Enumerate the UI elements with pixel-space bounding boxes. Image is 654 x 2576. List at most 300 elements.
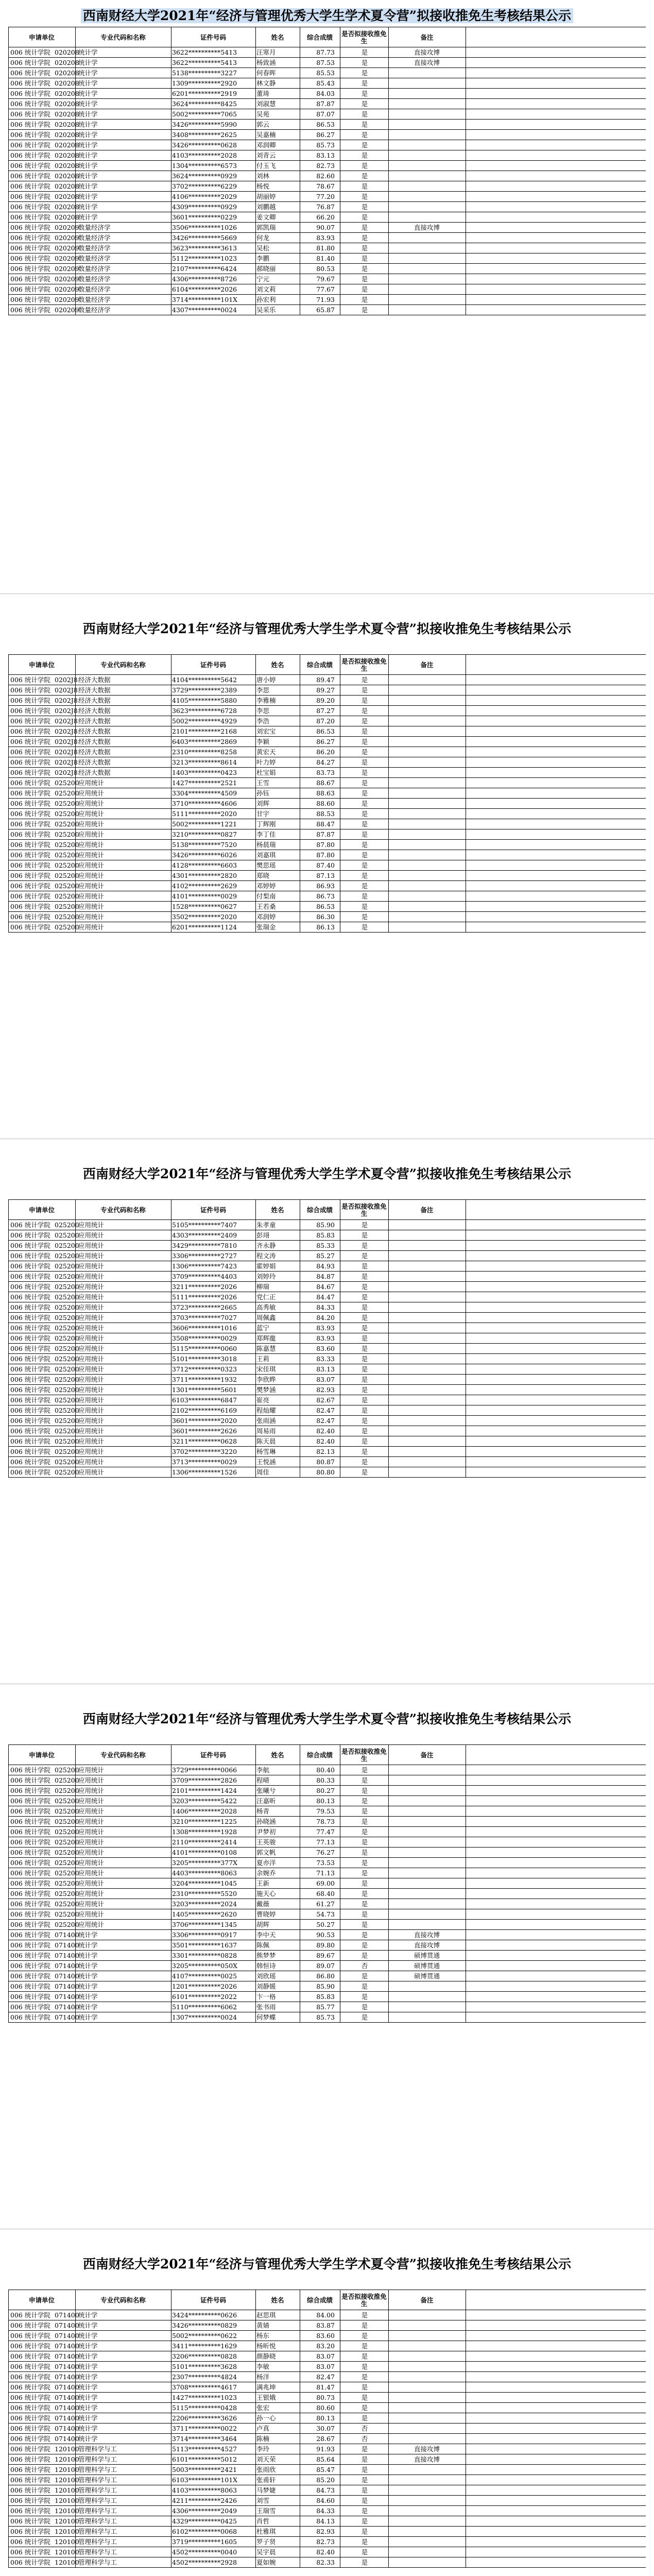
table-row [8, 829, 646, 840]
major-code: 071400 [55, 2373, 79, 2381]
major-name: 统计学 [78, 2311, 98, 2319]
page-title [8, 2257, 646, 2272]
result-table [8, 654, 646, 933]
major-name: 应用统计 [78, 1231, 105, 1239]
total-score: 30.07 [316, 2425, 335, 2432]
student-name: 施天心 [256, 1890, 276, 1897]
total-score: 85.77 [316, 2003, 335, 2011]
table-row [8, 305, 646, 315]
major-name: 应用统计 [78, 1766, 105, 1774]
applicant-unit: 006 统计学院 [10, 1396, 50, 1404]
applicant-unit: 006 统计学院 [10, 820, 50, 828]
id-number: 5111**********2020 [172, 810, 237, 818]
applicant-unit: 006 统计学院 [10, 275, 50, 283]
student-name: 陈楠 [256, 2435, 270, 2443]
total-score: 80.27 [316, 1787, 335, 1794]
major-name: 应用统计 [78, 1910, 105, 1918]
id-number: 3711**********0022 [172, 2425, 237, 2432]
total-score: 85.83 [316, 1993, 335, 2001]
student-name: 马梦婕 [256, 2486, 276, 2494]
major-code: 025200 [55, 903, 79, 910]
major-name: 经济大数据 [78, 758, 111, 766]
table-row [8, 1457, 646, 1467]
table-row [8, 1447, 646, 1457]
applicant-unit: 006 统计学院 [10, 244, 50, 252]
id-number: 4103**********2028 [172, 151, 237, 159]
student-name: 王若桑 [256, 903, 276, 910]
major-name: 统计学 [78, 213, 98, 221]
id-number: 6403**********2869 [172, 738, 237, 745]
accept-status: 是 [361, 1458, 368, 1466]
student-name: 胡丽婷 [256, 193, 276, 200]
header-name: 姓名 [271, 1751, 284, 1759]
id-number: 5138**********3227 [172, 69, 237, 77]
student-name: 满兆坤 [256, 2383, 276, 2391]
student-name: 肖哲 [256, 2517, 270, 2525]
total-score: 89.07 [316, 1962, 335, 1970]
id-number: 6102**********0068 [172, 2528, 237, 2535]
major-name: 统计学 [78, 2013, 98, 2021]
student-name: 尹梦初 [256, 1828, 276, 1836]
major-name: 数量经济学 [78, 306, 111, 314]
table-row [8, 78, 646, 89]
total-score: 83.60 [316, 1345, 335, 1352]
table-row [8, 685, 646, 696]
major-name: 应用统计 [78, 882, 105, 890]
applicant-unit: 006 统计学院 [10, 2476, 50, 2484]
table-row [8, 819, 646, 829]
student-name: 熊梦梦 [256, 1952, 276, 1959]
remark [388, 109, 466, 120]
table-row [8, 1961, 646, 1971]
accept-status: 是 [361, 1262, 368, 1270]
student-name: 林文静 [256, 79, 276, 87]
grid-line [255, 1744, 256, 2023]
major-name: 统计学 [78, 69, 98, 77]
major-code: 0202J8 [55, 748, 78, 756]
applicant-unit: 006 统计学院 [10, 90, 50, 97]
major-name: 应用统计 [78, 861, 105, 869]
id-number: 4329**********0425 [172, 2517, 237, 2525]
major-name: 数量经济学 [78, 255, 111, 262]
id-number: 5138**********7520 [172, 841, 237, 849]
applicant-unit: 006 统计学院 [10, 1766, 50, 1774]
id-number: 3712**********0323 [172, 1365, 237, 1373]
applicant-unit: 006 统计学院 [10, 1972, 50, 1980]
total-score: 79.67 [316, 275, 335, 283]
major-name: 数量经济学 [78, 285, 111, 293]
major-code: 120100 [55, 2486, 79, 2494]
remark [388, 2012, 466, 2023]
major-code: 025200 [55, 1869, 79, 1877]
total-score: 84.67 [316, 1283, 335, 1291]
applicant-unit: 006 统计学院 [10, 872, 50, 879]
applicant-unit: 006 统计学院 [10, 285, 50, 293]
major-code: 071400 [55, 2425, 79, 2432]
major-code: 025200 [55, 1221, 79, 1229]
total-score: 84.00 [316, 2311, 335, 2319]
student-name: 甘宇 [256, 810, 270, 818]
table-row [8, 1333, 646, 1344]
table-row [8, 2465, 646, 2475]
total-score: 77.47 [316, 1828, 335, 1836]
major-code: 025200 [55, 1386, 79, 1394]
applicant-unit: 006 统计学院 [10, 923, 50, 931]
applicant-unit: 006 统计学院 [10, 738, 50, 745]
id-number: 3304**********4509 [172, 789, 237, 797]
table-row [8, 1261, 646, 1272]
accept-status: 是 [361, 2517, 368, 2525]
remark [388, 78, 466, 89]
grid-line [8, 654, 9, 933]
student-name: 樊思瑶 [256, 861, 276, 869]
table-row [8, 1302, 646, 1313]
table-row [8, 1775, 646, 1786]
table-row [8, 2320, 646, 2331]
major-name: 应用统计 [78, 1221, 105, 1229]
applicant-unit: 006 统计学院 [10, 213, 50, 221]
accept-status: 是 [361, 265, 368, 273]
student-name: 吴宇晨 [256, 2548, 276, 2556]
table-row [8, 1292, 646, 1302]
total-score: 80.13 [316, 2414, 335, 2422]
id-number: 5115**********0060 [172, 1345, 237, 1352]
applicant-unit: 006 统计学院 [10, 162, 50, 170]
major-name: 统计学 [78, 131, 98, 139]
id-number: 3306**********0917 [172, 1931, 237, 1939]
remark [388, 171, 466, 181]
student-name: 卞一格 [256, 1993, 276, 2001]
major-name: 管理科学与工 [78, 2548, 117, 2556]
major-name: 统计学 [78, 1993, 98, 2001]
major-code: 0202J8 [55, 738, 78, 745]
remark [388, 1282, 466, 1292]
header-accept: 是否拟接收推免生 [341, 1748, 387, 1762]
applicant-unit: 006 统计学院 [10, 2517, 50, 2525]
accept-status: 是 [361, 2013, 368, 2021]
student-name: 杨青 [256, 1807, 270, 1815]
id-number: 5112**********1023 [172, 255, 237, 262]
major-name: 应用统计 [78, 1417, 105, 1425]
total-score: 87.13 [316, 872, 335, 879]
student-name: 郭文帆 [256, 1849, 276, 1856]
applicant-unit: 006 统计学院 [10, 1458, 50, 1466]
table-row [8, 1827, 646, 1837]
id-number: 3501**********1637 [172, 1941, 237, 1949]
total-score: 83.20 [316, 2342, 335, 2350]
total-score: 86.27 [316, 738, 335, 745]
remark [388, 1416, 466, 1426]
total-score: 85.33 [316, 1242, 335, 1249]
applicant-unit: 006 统计学院 [10, 306, 50, 314]
id-number: 5002**********4929 [172, 717, 237, 725]
total-score: 84.33 [316, 1303, 335, 1311]
remark [388, 891, 466, 902]
remark [388, 2506, 466, 2516]
total-score: 61.27 [316, 1900, 335, 1908]
accept-status: 是 [361, 172, 368, 180]
total-score: 78.67 [316, 182, 335, 190]
accept-status: 是 [361, 758, 368, 766]
accept-status: 是 [361, 1221, 368, 1229]
major-code: 020208 [55, 121, 79, 128]
student-name: 汪嘉昕 [256, 1797, 276, 1805]
major-name: 统计学 [78, 1982, 98, 1990]
accept-status: 是 [361, 1283, 368, 1291]
table-row [8, 799, 646, 809]
major-name: 统计学 [78, 110, 98, 118]
total-score: 83.13 [316, 1365, 335, 1373]
remark [388, 181, 466, 192]
major-name: 应用统计 [78, 1921, 105, 1928]
grid-line [255, 654, 256, 933]
table-row [8, 109, 646, 120]
total-score: 65.87 [316, 306, 335, 314]
remark [388, 1806, 466, 1817]
table-row [8, 2362, 646, 2372]
table-row [8, 274, 646, 284]
total-score: 87.27 [316, 707, 335, 715]
major-name: 数量经济学 [78, 275, 111, 283]
student-name: 刘文莉 [256, 285, 276, 293]
applicant-unit: 006 统计学院 [10, 2486, 50, 2494]
student-name: 黄宏天 [256, 748, 276, 756]
applicant-unit: 006 统计学院 [10, 2363, 50, 2370]
remark [388, 2403, 466, 2413]
accept-status: 是 [361, 1324, 368, 1332]
major-name: 管理科学与工 [78, 2558, 117, 2566]
table-row [8, 223, 646, 233]
major-code: 025200 [55, 1273, 79, 1280]
accept-status: 是 [361, 193, 368, 200]
student-name: 刘嘉琪 [256, 851, 276, 859]
remark [388, 1251, 466, 1261]
id-number: 1201**********2026 [172, 1982, 237, 1990]
table-row [8, 1313, 646, 1323]
id-number: 6101**********5012 [172, 2455, 237, 2463]
major-name: 数量经济学 [78, 224, 111, 231]
student-name: 杨悦 [256, 182, 270, 190]
major-name: 管理科学与工 [78, 2528, 117, 2535]
remark [388, 212, 466, 223]
student-name: 付玉飞 [256, 162, 276, 170]
total-score: 82.93 [316, 2528, 335, 2535]
total-score: 85.73 [316, 2013, 335, 2021]
major-code: 071400 [55, 2321, 79, 2329]
header-major: 专业代码和名称 [100, 33, 146, 41]
remark [388, 1817, 466, 1827]
id-number: 3623**********6728 [172, 707, 237, 715]
table-row [8, 1796, 646, 1806]
id-number: 3424**********0626 [172, 2311, 237, 2319]
total-score: 82.73 [316, 2538, 335, 2546]
table-row [8, 1364, 646, 1375]
major-code: 071400 [55, 1952, 79, 1959]
major-code: 025200 [55, 892, 79, 900]
table-row [8, 2331, 646, 2341]
table-row [8, 2002, 646, 2012]
major-code: 071400 [55, 1941, 79, 1949]
id-number: 3426**********5990 [172, 121, 237, 128]
remark [388, 1313, 466, 1323]
major-code: 071400 [55, 1982, 79, 1990]
applicant-unit: 006 统计学院 [10, 59, 50, 66]
table-row [8, 1920, 646, 1930]
remark [388, 2413, 466, 2424]
accept-status: 是 [361, 1448, 368, 1455]
id-number: 3622**********5413 [172, 48, 237, 56]
student-name: 杨致涵 [256, 59, 276, 66]
major-name: 统计学 [78, 2332, 98, 2340]
table-row [8, 809, 646, 819]
remark [388, 305, 466, 315]
table-row [8, 99, 646, 109]
remark [388, 1889, 466, 1899]
table-row [8, 788, 646, 799]
id-number: 1306**********7423 [172, 1262, 237, 1270]
applicant-unit: 006 统计学院 [10, 2558, 50, 2566]
total-score: 83.33 [316, 1355, 335, 1363]
remark [388, 284, 466, 295]
applicant-unit: 006 统计学院 [10, 1468, 50, 1476]
remark [388, 1981, 466, 1992]
major-code: 025200 [55, 923, 79, 931]
accept-status: 是 [361, 162, 368, 170]
applicant-unit: 006 统计学院 [10, 1962, 50, 1970]
major-name: 应用统计 [78, 1427, 105, 1435]
major-code: 025200 [55, 872, 79, 879]
accept-status: 是 [361, 2497, 368, 2504]
applicant-unit: 006 统计学院 [10, 79, 50, 87]
accept-status: 是 [361, 1838, 368, 1846]
id-number: 3205**********050X [172, 1962, 238, 1970]
id-number: 3306**********2727 [172, 1252, 237, 1260]
major-name: 应用统计 [78, 1365, 105, 1373]
table-row [8, 1375, 646, 1385]
student-name: 余婉乔 [256, 1869, 276, 1877]
id-number: 3601**********0229 [172, 213, 237, 221]
applicant-unit: 006 统计学院 [10, 1262, 50, 1270]
remark [388, 2424, 466, 2434]
accept-status: 是 [361, 1417, 368, 1425]
id-number: 4104**********5642 [172, 676, 237, 684]
remark [388, 1827, 466, 1837]
major-code: 025200 [55, 1448, 79, 1455]
id-number: 1306**********1526 [172, 1468, 237, 1476]
accept-status: 是 [361, 2538, 368, 2546]
remark [388, 1909, 466, 1920]
applicant-unit: 006 统计学院 [10, 1849, 50, 1856]
table-row [8, 89, 646, 99]
major-code: 120100 [55, 2497, 79, 2504]
table-row [8, 2403, 646, 2413]
total-score: 82.47 [316, 1406, 335, 1414]
student-name: 郭云 [256, 121, 270, 128]
remark [388, 1765, 466, 1775]
remark [388, 1385, 466, 1395]
major-code: 120100 [55, 2445, 79, 2453]
student-name: 李欣晔 [256, 1376, 276, 1383]
total-score: 88.53 [316, 810, 335, 818]
accept-status: 是 [361, 2383, 368, 2391]
student-name: 杜宝娟 [256, 769, 276, 776]
major-name: 经济大数据 [78, 676, 111, 684]
accept-status: 是 [361, 182, 368, 190]
major-name: 统计学 [78, 100, 98, 108]
major-code: 020208 [55, 151, 79, 159]
header-unit: 申请单位 [28, 1206, 55, 1214]
major-code: 025200 [55, 913, 79, 921]
major-name: 应用统计 [78, 1386, 105, 1394]
major-name: 应用统计 [78, 1345, 105, 1352]
major-name: 管理科学与工 [78, 2538, 117, 2546]
major-code: 025200 [55, 1252, 79, 1260]
grid-line [75, 2290, 76, 2568]
id-number: 4307**********0024 [172, 306, 237, 314]
table-row [8, 922, 646, 933]
table-row [8, 1385, 646, 1395]
applicant-unit: 006 统计学院 [10, 141, 50, 149]
total-score: 88.47 [316, 820, 335, 828]
table-row [8, 881, 646, 891]
accept-status: 是 [361, 686, 368, 694]
table-row [8, 696, 646, 706]
major-name: 应用统计 [78, 831, 105, 838]
major-name: 应用统计 [78, 1879, 105, 1887]
major-code: 0202J8 [55, 758, 78, 766]
remark [388, 2465, 466, 2475]
id-number: 1307**********0024 [172, 2013, 237, 2021]
applicant-unit: 006 统计学院 [10, 1293, 50, 1301]
major-code: 025200 [55, 1828, 79, 1836]
remark [388, 2393, 466, 2403]
total-score: 80.13 [316, 1797, 335, 1805]
major-code: 020208 [55, 182, 79, 190]
page-title-text: 西南财经大学2021年“经济与管理优秀大学生学术夏令营”拟接收推免生考核结果公示 [82, 1711, 572, 1726]
remark [388, 922, 466, 933]
table-row [8, 1899, 646, 1909]
table-row [8, 1354, 646, 1364]
major-name: 应用统计 [78, 903, 105, 910]
remark [388, 130, 466, 140]
applicant-unit: 006 统计学院 [10, 1900, 50, 1908]
major-code: 020208 [55, 162, 79, 170]
major-code: 020208 [55, 131, 79, 139]
accept-status: 是 [361, 2558, 368, 2566]
accept-status: 是 [361, 1314, 368, 1321]
remark [388, 1375, 466, 1385]
total-score: 77.20 [316, 193, 335, 200]
major-name: 统计学 [78, 2373, 98, 2381]
table-row [8, 1467, 646, 1478]
major-code: 025200 [55, 841, 79, 849]
remark [388, 778, 466, 788]
accept-status: 是 [361, 903, 368, 910]
student-name: 周易雨 [256, 1427, 276, 1435]
remark [388, 1447, 466, 1457]
accept-status: 是 [361, 79, 368, 87]
total-score: 85.73 [316, 141, 335, 149]
applicant-unit: 006 统计学院 [10, 1303, 50, 1311]
id-number: 3211**********0628 [172, 1437, 237, 1445]
applicant-unit: 006 统计学院 [10, 203, 50, 211]
applicant-unit: 006 统计学院 [10, 2352, 50, 2360]
major-name: 应用统计 [78, 1396, 105, 1404]
applicant-unit: 006 统计学院 [10, 182, 50, 190]
total-score: 85.83 [316, 1231, 335, 1239]
total-score: 82.47 [316, 2373, 335, 2381]
total-score: 80.33 [316, 1776, 335, 1784]
